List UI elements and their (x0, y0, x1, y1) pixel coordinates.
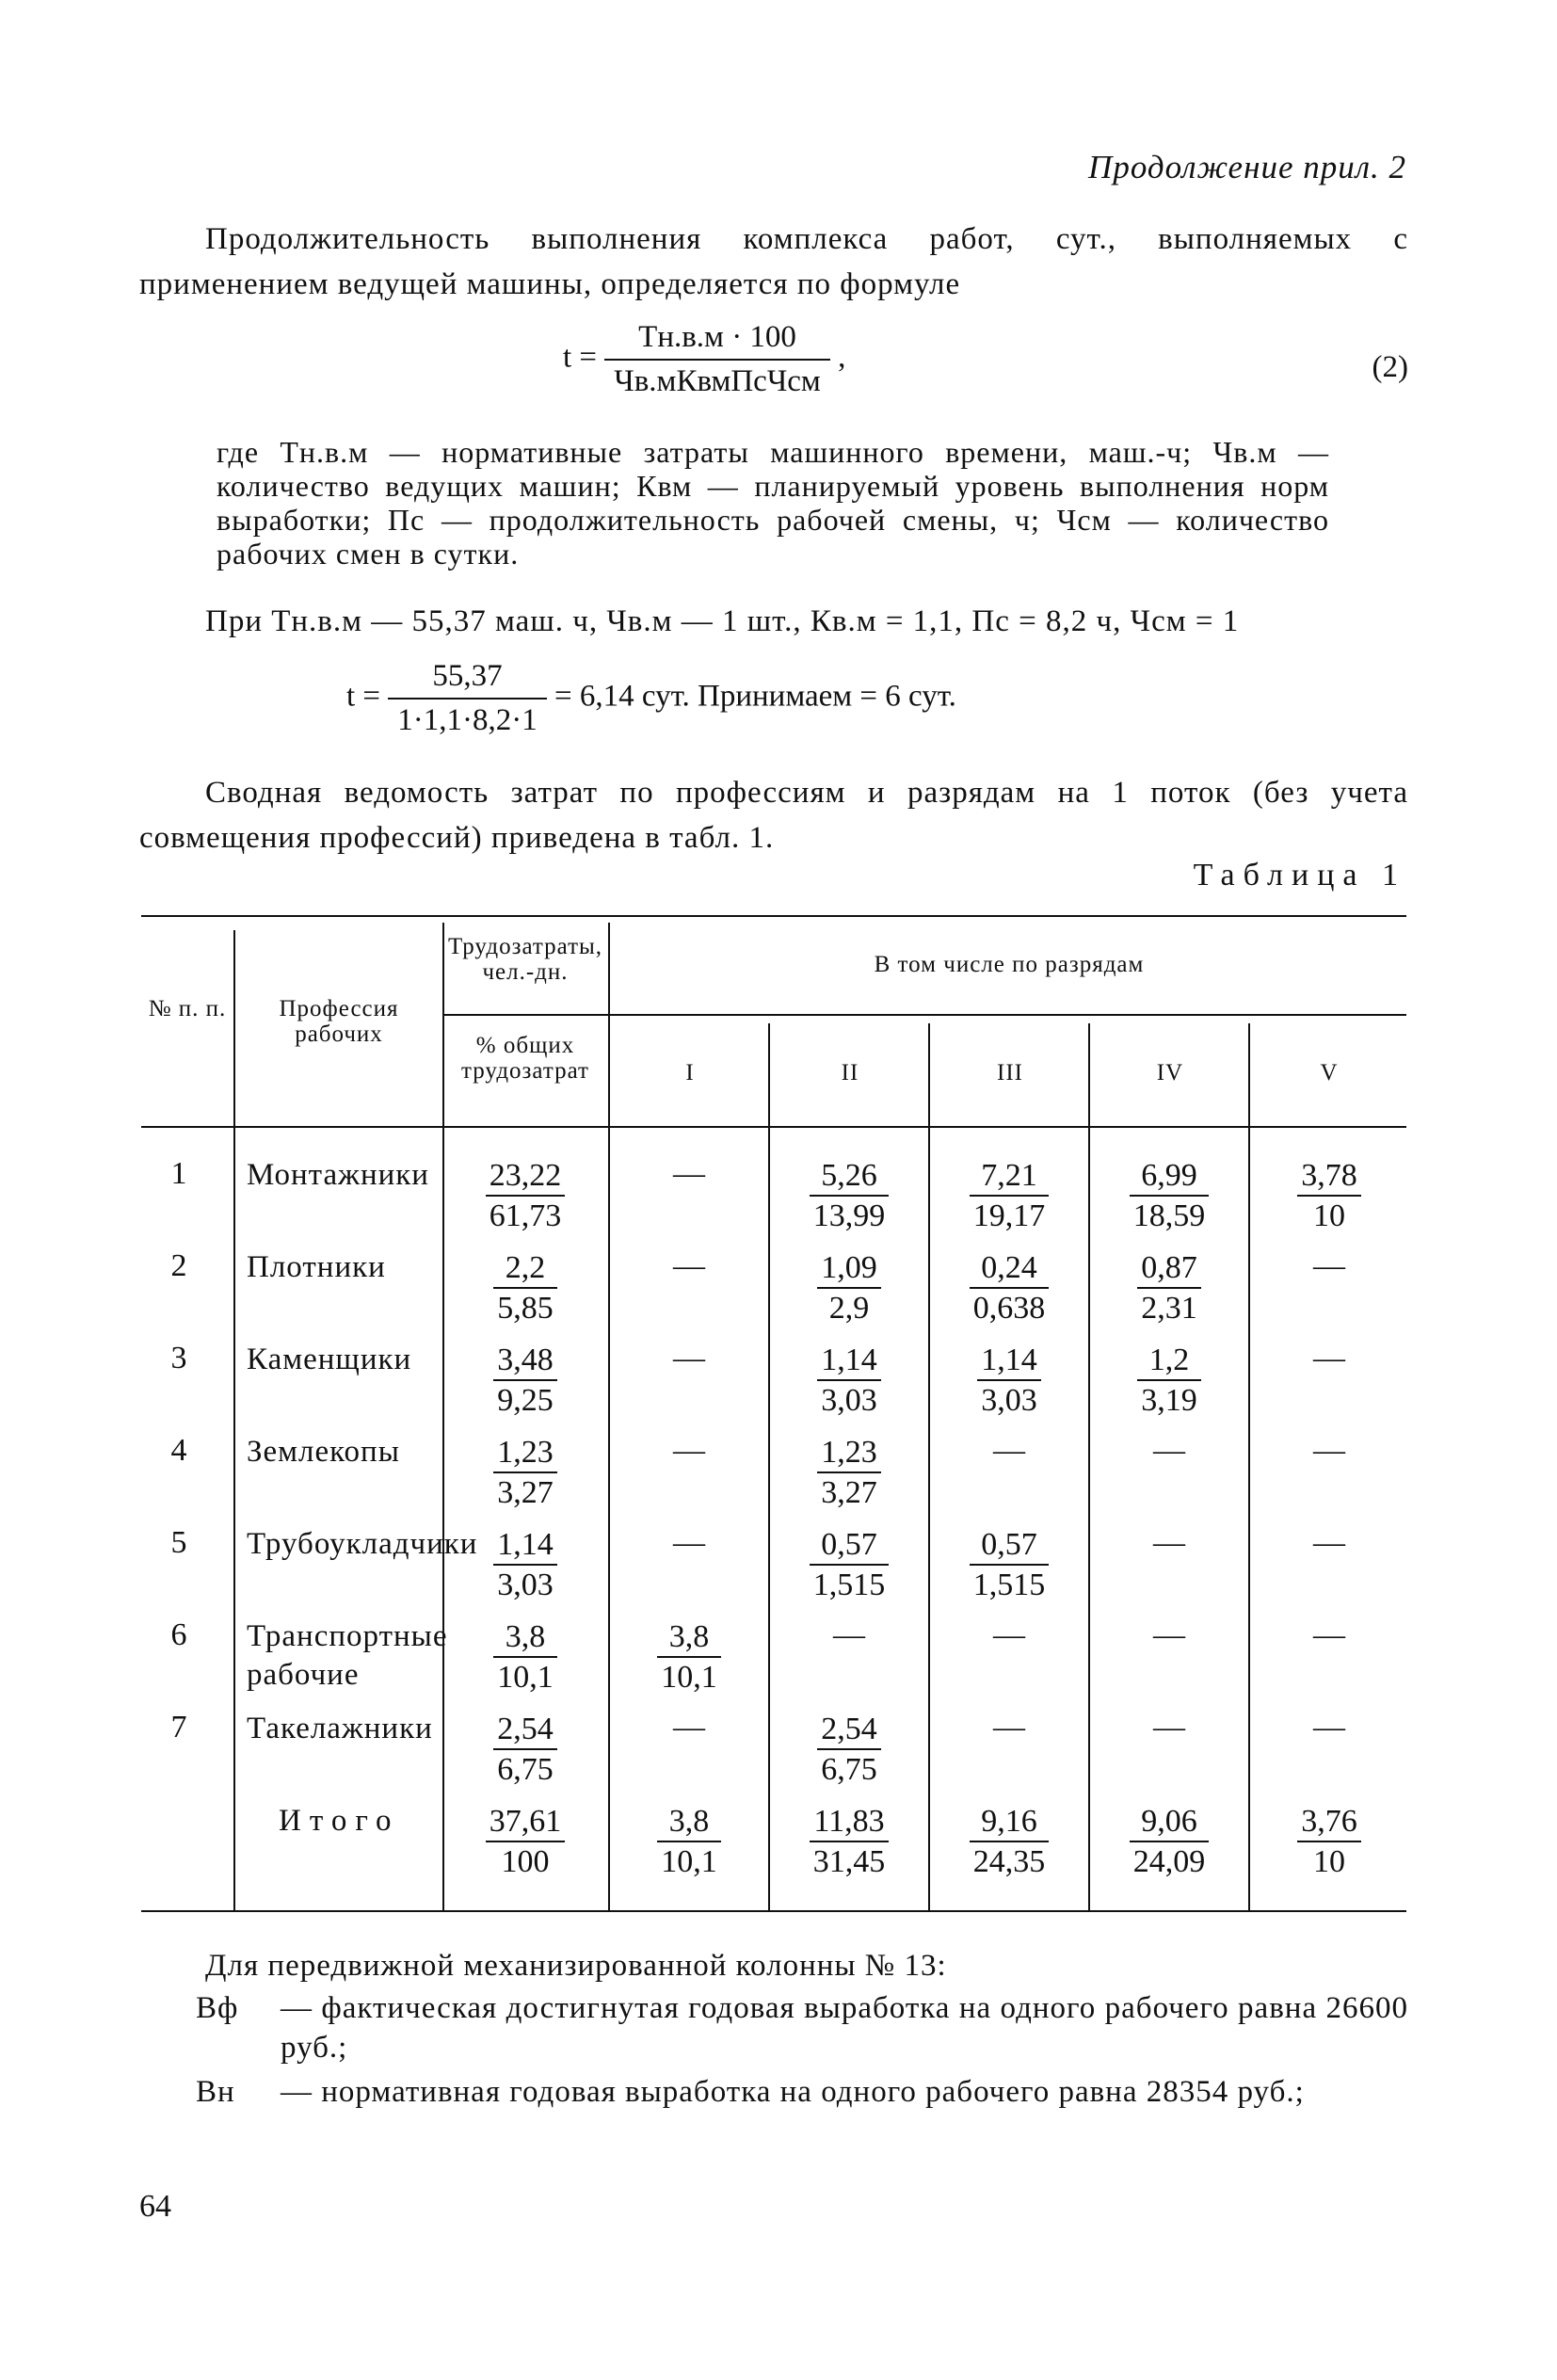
row-profession: Такелажники (247, 1712, 433, 1745)
fraction-bottom: 0,638 (972, 1291, 1046, 1326)
labor-header-rule (442, 1014, 608, 1016)
row-profession: Землекопы (247, 1435, 400, 1469)
fraction (1137, 1341, 1201, 1420)
fraction-top: 1,14 (817, 1341, 881, 1381)
fraction-bottom: 19,17 (972, 1198, 1046, 1233)
row-profession: Трубоукладчики (247, 1527, 478, 1561)
equation-number: (2) (1372, 350, 1408, 384)
where-paragraph: где Тн.в.м — нормативные затраты машинного времени, маш.-ч; Чв.м — количество ведущих машин; Квм — планируемый уровень выполнения норм выработки; Пс — продолжительность рабочей смены, ч; Чсм — количество рабочих смен в сутки. (217, 435, 1329, 571)
header-grade-V: V (1320, 1060, 1339, 1085)
fraction (493, 1525, 557, 1604)
formula-lhs: t = (563, 340, 598, 375)
row-total (450, 1156, 601, 1235)
row-total (450, 1710, 601, 1789)
fraction-bottom: 13,99 (812, 1198, 886, 1233)
fraction-top: 37,61 (486, 1802, 566, 1842)
fraction (810, 1525, 890, 1604)
fraction-bottom: 18,59 (1132, 1198, 1206, 1233)
fraction-top: 3,8 (657, 1617, 721, 1658)
formula-fraction (604, 320, 830, 399)
row-grade-3-empty: — (993, 1710, 1025, 1745)
fraction (817, 1433, 881, 1512)
col-divider-grade-2 (928, 1023, 930, 1910)
row-number: 3 (170, 1341, 187, 1375)
fraction-top: 1,23 (493, 1433, 557, 1473)
header-grade-III: III (997, 1060, 1023, 1085)
fraction (977, 1341, 1041, 1420)
row-grade-3-empty: — (993, 1617, 1025, 1652)
row-grade-1-empty: — (673, 1710, 705, 1745)
fraction-bottom: 6,75 (497, 1752, 554, 1787)
fraction (493, 1433, 557, 1512)
fraction-top: 9,06 (1130, 1802, 1210, 1842)
fraction (970, 1802, 1050, 1881)
fraction (1137, 1248, 1201, 1327)
fraction (810, 1802, 890, 1881)
row-number: 5 (170, 1525, 187, 1560)
page-number: 64 (139, 2189, 171, 2224)
column-intro: Для передвижной механизированной колонны № 13: (205, 1949, 947, 1983)
fraction-bottom: 10,1 (661, 1844, 717, 1879)
row-grade-4-empty: — (1153, 1710, 1185, 1745)
row-grade-2 (772, 1341, 926, 1420)
row-grade-4-empty: — (1153, 1433, 1185, 1468)
fraction-top: 0,87 (1137, 1248, 1201, 1289)
row-grade-2 (772, 1156, 926, 1235)
fraction-bottom: 3,03 (981, 1383, 1037, 1418)
fraction (493, 1710, 557, 1789)
fraction-top: 3,76 (1297, 1802, 1361, 1842)
row-profession: Плотники (247, 1250, 386, 1284)
fraction-bottom: 3,27 (821, 1475, 877, 1510)
header-grade-IV: IV (1156, 1060, 1184, 1085)
row-grade-1-empty: — (673, 1341, 705, 1375)
fraction (817, 1248, 881, 1327)
fraction-top: 9,16 (970, 1802, 1050, 1842)
row-number: 7 (170, 1710, 187, 1745)
fraction-top: 3,8 (657, 1802, 721, 1842)
intro-paragraph: Продолжительность выполнения комплекса работ, сут., выполняемых с применением ведущей машины, определяется по формуле (139, 222, 1408, 301)
row-profession: Каменщики (247, 1343, 412, 1376)
total-grade-5 (1252, 1802, 1406, 1881)
formula-2 (563, 320, 845, 399)
fraction-bottom: 10 (1313, 1198, 1345, 1233)
row-profession: Монтажники (247, 1158, 429, 1192)
fraction-top: 0,57 (970, 1525, 1050, 1566)
fraction-top: 1,23 (817, 1433, 881, 1473)
row-grade-4 (1092, 1341, 1246, 1420)
row-number: 2 (170, 1248, 187, 1283)
fraction (817, 1341, 881, 1420)
fraction-top: 2,54 (493, 1710, 557, 1750)
fraction-top: 3,48 (493, 1341, 557, 1381)
row-grade-1-empty: — (673, 1156, 705, 1191)
calc-denominator: 1·1,1·8,2·1 (397, 703, 538, 737)
fraction (493, 1617, 557, 1697)
fraction-bottom: 24,35 (972, 1844, 1046, 1879)
given-values: При Тн.в.м — 55,37 маш. ч, Чв.м — 1 шт., Кв.м = 1,1, Пс = 8,2 ч, Чсм = 1 (205, 604, 1240, 638)
total-grade-4 (1092, 1802, 1246, 1881)
total-grade-1 (612, 1802, 766, 1881)
fraction-top: 23,22 (486, 1156, 566, 1197)
row-grade-4-empty: — (1153, 1525, 1185, 1560)
fraction (1297, 1802, 1361, 1881)
total-label: Итого (279, 1804, 400, 1838)
total-sum (450, 1802, 601, 1881)
row-grade-4 (1092, 1248, 1246, 1327)
row-grade-1 (612, 1617, 766, 1697)
fraction (970, 1156, 1050, 1235)
fraction (657, 1617, 721, 1697)
calculation (346, 659, 956, 738)
note-item-actual-output (139, 1988, 1408, 2073)
table-bottom-rule (141, 1910, 1406, 1912)
fraction-top: 1,2 (1137, 1341, 1201, 1381)
fraction-top: 0,24 (970, 1248, 1050, 1289)
calc-lhs: t = (346, 679, 381, 714)
fraction-top: 1,14 (493, 1525, 557, 1566)
header-grade-I: I (685, 1060, 695, 1085)
row-grade-5-empty: — (1313, 1525, 1345, 1560)
header-num: № п. п. (148, 996, 227, 1021)
fraction (970, 1248, 1050, 1327)
note-text: — фактическая достигнутая годовая выработка на одного рабочего равна 26600 руб.; (281, 1991, 1408, 2065)
row-grade-2-empty: — (833, 1617, 865, 1652)
fraction (1297, 1156, 1361, 1235)
row-grade-3 (932, 1341, 1086, 1420)
row-grade-1-empty: — (673, 1525, 705, 1560)
row-number: 4 (170, 1433, 187, 1468)
row-total (450, 1248, 601, 1327)
fraction (486, 1802, 566, 1881)
fraction-top: 3,8 (493, 1617, 557, 1658)
fraction-bottom: 24,09 (1132, 1844, 1206, 1879)
fraction-top: 11,83 (810, 1802, 890, 1842)
row-grade-5-empty: — (1313, 1710, 1345, 1745)
fraction (493, 1341, 557, 1420)
row-grade-5-empty: — (1313, 1248, 1345, 1283)
header-bottom-rule (141, 1126, 1406, 1128)
table-top-rule (141, 915, 1406, 917)
fraction-bottom: 1,515 (972, 1568, 1046, 1602)
fraction-bottom: 3,03 (821, 1383, 877, 1418)
fraction (493, 1248, 557, 1327)
fraction-top: 5,26 (810, 1156, 890, 1197)
fraction-bottom: 10,1 (661, 1660, 717, 1695)
fraction-bottom: 100 (501, 1844, 550, 1879)
note-item-normative-output (139, 2072, 1408, 2157)
fraction (810, 1156, 890, 1235)
row-grade-1-empty: — (673, 1433, 705, 1468)
fraction-bottom: 9,25 (497, 1383, 554, 1418)
col-divider-profession (442, 923, 444, 1910)
row-grade-3-empty: — (993, 1433, 1025, 1468)
row-grade-4 (1092, 1156, 1246, 1235)
fraction-top: 1,09 (817, 1248, 881, 1289)
note-text: — нормативная годовая выработка на одного рабочего равна 28354 руб.; (281, 2075, 1305, 2109)
col-divider-total (608, 923, 610, 1910)
row-grade-4-empty: — (1153, 1617, 1185, 1652)
row-grade-5-empty: — (1313, 1617, 1345, 1652)
fraction-bottom: 1,515 (812, 1568, 886, 1602)
total-grade-2 (772, 1802, 926, 1881)
fraction-bottom: 2,9 (828, 1291, 870, 1326)
col-divider-grade-4 (1248, 1023, 1250, 1910)
fraction-top: 7,21 (970, 1156, 1050, 1197)
calc-fraction (388, 659, 546, 738)
header-labor-percent: % общих трудозатрат (461, 1033, 589, 1084)
fraction-bottom: 6,75 (821, 1752, 877, 1787)
header-grade-II: II (841, 1060, 859, 1085)
calc-numerator: 55,37 (388, 659, 546, 700)
total-grade-3 (932, 1802, 1086, 1881)
fraction-top: 6,99 (1130, 1156, 1210, 1197)
header-profession: Профессия рабочих (279, 996, 399, 1047)
summary-paragraph: Сводная ведомость затрат по профессиям и разрядам на 1 поток (без учета совмещения профессий) приведена в табл. 1. (139, 776, 1408, 855)
row-profession: Транспортные рабочие (247, 1619, 448, 1692)
fraction-top: 2,54 (817, 1710, 881, 1750)
row-grade-2 (772, 1433, 926, 1512)
fraction (657, 1802, 721, 1881)
row-total (450, 1433, 601, 1512)
row-grade-3 (932, 1248, 1086, 1327)
row-grade-2 (772, 1710, 926, 1789)
formula-tail: , (838, 340, 846, 375)
row-total (450, 1525, 601, 1604)
fraction (1130, 1802, 1210, 1881)
fraction (1130, 1156, 1210, 1235)
row-grade-1-empty: — (673, 1248, 705, 1283)
fraction-bottom: 10,1 (497, 1660, 554, 1695)
row-number: 1 (170, 1156, 187, 1191)
row-grade-3 (932, 1156, 1086, 1235)
col-divider-grade-3 (1088, 1023, 1090, 1910)
fraction-bottom: 3,19 (1141, 1383, 1197, 1418)
table-caption: Таблица 1 (1193, 858, 1406, 892)
fraction-bottom: 2,31 (1141, 1291, 1197, 1326)
fraction (486, 1156, 566, 1235)
calc-result: = 6,14 сут. Принимаем = 6 сут. (554, 679, 956, 714)
row-grade-2 (772, 1248, 926, 1327)
fraction-bottom: 3,27 (497, 1475, 554, 1510)
running-head: Продолжение прил. 2 (1088, 149, 1406, 185)
col-divider-grade-1 (768, 1023, 770, 1910)
fraction-bottom: 31,45 (812, 1844, 886, 1879)
col-divider-num (233, 930, 235, 1910)
fraction-bottom: 5,85 (497, 1291, 554, 1326)
fraction-top: 2,2 (493, 1248, 557, 1289)
formula-denominator: Чв.мКвмПсЧсм (614, 364, 821, 398)
row-number: 6 (170, 1617, 187, 1652)
header-grades-group: В том числе по разрядам (874, 952, 1145, 977)
note-term: Вн (196, 2075, 235, 2109)
fraction (970, 1525, 1050, 1604)
row-grade-5-empty: — (1313, 1433, 1345, 1468)
fraction-top: 1,14 (977, 1341, 1041, 1381)
fraction-top: 0,57 (810, 1525, 890, 1566)
fraction-bottom: 3,03 (497, 1568, 554, 1602)
row-total (450, 1617, 601, 1697)
fraction-bottom: 10 (1313, 1844, 1345, 1879)
formula-numerator: Тн.в.м · 100 (604, 320, 830, 361)
row-total (450, 1341, 601, 1420)
fraction (817, 1710, 881, 1789)
note-term: Вф (196, 1991, 239, 2025)
row-grade-5-empty: — (1313, 1341, 1345, 1375)
row-grade-2 (772, 1525, 926, 1604)
fraction-bottom: 61,73 (489, 1198, 562, 1233)
row-grade-5 (1252, 1156, 1406, 1235)
fraction-top: 3,78 (1297, 1156, 1361, 1197)
header-labor-days: Трудозатраты, чел.-дн. (447, 934, 603, 985)
row-grade-3 (932, 1525, 1086, 1604)
grades-header-rule (608, 1014, 1406, 1016)
